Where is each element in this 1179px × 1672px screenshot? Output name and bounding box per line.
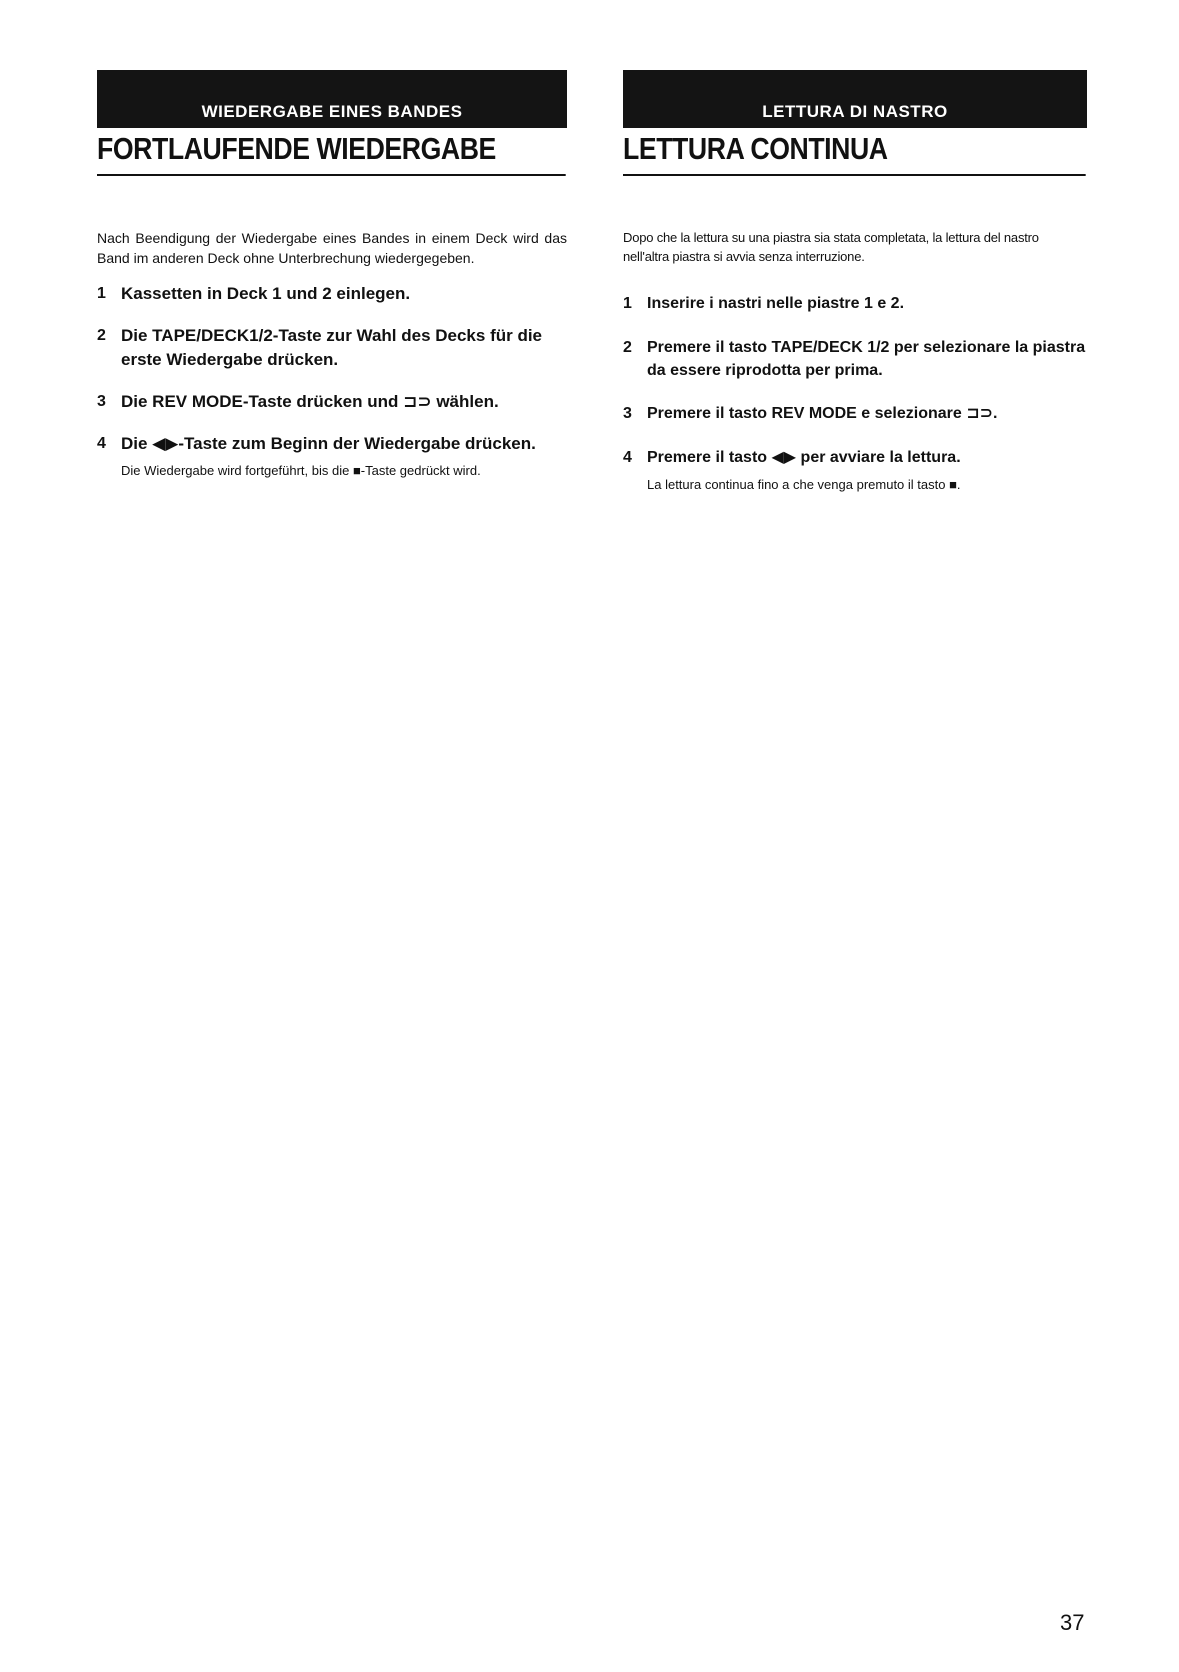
step-item — [623, 446, 1087, 470]
intro-paragraph: Nach Beendigung der Wiedergabe eines Bandes in einem Deck wird das Band im anderen Deck ohne Unterbrechung wiedergegeben. — [97, 230, 567, 266]
step-text: Premere il tasto REV MODE e selezionare ⊐⊃. — [647, 405, 998, 422]
step-item — [623, 292, 1087, 316]
step-number: 1 — [97, 285, 106, 302]
step-text: Inserire i nastri nelle piastre 1 e 2. — [647, 295, 905, 312]
step-text: Premere il tasto TAPE/DECK 1/2 per selezionare la piastra da essere riprodotta per prima. — [647, 339, 1086, 379]
intro-paragraph: Dopo che la lettura su una piastra sia stata completata, la lettura del nastro nell'altra piastra si avvia senza interruzione. — [623, 230, 1039, 264]
step-text: Die TAPE/DECK1/2-Taste zur Wahl des Decks für die erste Wiedergabe drücken. — [121, 326, 543, 369]
step-item — [97, 324, 567, 372]
section-title: LETTURA CONTINUA — [623, 130, 1086, 176]
step-text: Die REV MODE-Taste drücken und ⊐⊃ wählen. — [121, 392, 499, 411]
step-number: 4 — [623, 449, 632, 466]
step-number: 3 — [623, 405, 632, 422]
step-item — [97, 432, 567, 456]
section-banner: LETTURA DI NASTRO — [623, 70, 1087, 128]
italian-column — [623, 70, 1087, 494]
step-item — [97, 390, 567, 414]
step-number: 2 — [623, 339, 632, 356]
step-number: 3 — [97, 393, 106, 410]
step-number: 4 — [97, 435, 106, 452]
step-text: Die ◀▶-Taste zum Beginn der Wiedergabe drücken. — [121, 434, 536, 453]
step-text: Premere il tasto ◀▶ per avviare la lettura. — [647, 449, 961, 466]
step-note: Die Wiedergabe wird fortgeführt, bis die ■-Taste gedrückt wird. — [121, 463, 481, 478]
step-number: 1 — [623, 295, 632, 312]
german-column — [97, 70, 567, 480]
step-number: 2 — [97, 327, 106, 344]
step-item — [623, 336, 1087, 382]
page-number: 37 — [1060, 1610, 1085, 1635]
step-text: Kassetten in Deck 1 und 2 einlegen. — [121, 284, 411, 303]
section-banner: WIEDERGABE EINES BANDES — [97, 70, 567, 128]
step-item — [97, 282, 567, 306]
section-title: FORTLAUFENDE WIEDERGABE — [97, 130, 566, 176]
step-item — [623, 402, 1087, 426]
step-note: La lettura continua fino a che venga premuto il tasto ■. — [647, 477, 961, 492]
